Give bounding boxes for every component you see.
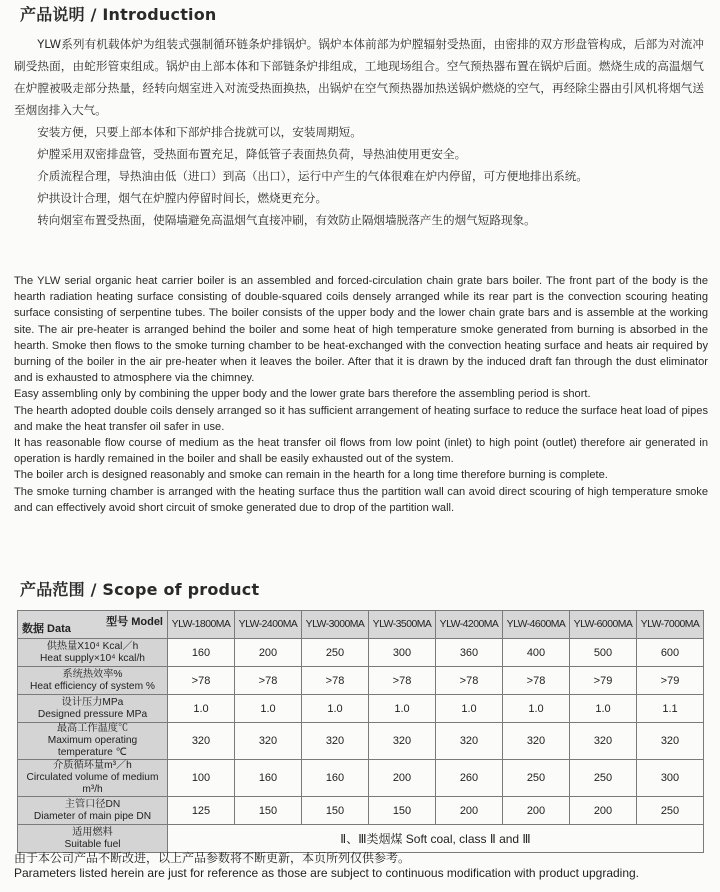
value-cell: 320 — [235, 723, 302, 760]
value-cell: 250 — [503, 760, 570, 797]
table-row — [18, 639, 704, 667]
table-row — [18, 695, 704, 723]
cn-paragraph: 安装方便，只要上部本体和下部炉排合拢就可以，安装周期短。 — [37, 125, 362, 139]
table-row — [18, 723, 704, 760]
table-row — [18, 667, 704, 695]
value-cell: 320 — [369, 723, 436, 760]
value-cell: 100 — [168, 760, 235, 797]
header-corner-cell — [18, 611, 168, 639]
value-cell: >78 — [302, 667, 369, 695]
fuel-label: 适用燃料 Suitable fuel — [18, 825, 168, 853]
english-introduction — [14, 273, 708, 516]
value-cell: 1.0 — [436, 695, 503, 723]
cn-paragraph: 转向烟室布置受热面，使隔墙避免高温烟气直接冲刷，有效防止隔烟墙脱落产生的烟气短路现象。 — [37, 213, 536, 227]
en-paragraph: The YLW serial organic heat carrier boiler is an assembled and forced-circulation chain grate bars boiler. The front part of the body is the hearth radiation heating surface consisting of double-squared coils densely arranged while its rear part is the convection scouring heating surface consisting of serpentine tubes. The boiler consists of the upper body and the lower chain grate bars and is assemble at the working site. The air pre-heater is arranged behind the boiler and some heat of high temperature smoke generated from burning is absorbed in the hearth. Smoke then flows to the smoke turning chamber to be heat-exchanged with the convection heating surface and heats air required by burning of the boiler in the air pre-heater when it leaves the boiler. After that it is drawn by the induced draft fan through the dust eliminator and is exhausted to atmosphere via the chimney. — [14, 275, 708, 385]
value-cell: 150 — [235, 797, 302, 825]
header-row — [18, 611, 704, 639]
model-cell: YLW-4200MA — [436, 611, 503, 639]
value-cell: 200 — [369, 760, 436, 797]
model-cell: YLW-3000MA — [302, 611, 369, 639]
value-cell: 320 — [302, 723, 369, 760]
scope-table — [17, 610, 704, 853]
value-cell: 250 — [570, 760, 637, 797]
value-cell: 320 — [637, 723, 704, 760]
row-label: 系统热效率% Heat efficiency of system % — [18, 667, 168, 695]
model-cell: YLW-6000MA — [570, 611, 637, 639]
value-cell: >78 — [436, 667, 503, 695]
value-cell: 360 — [436, 639, 503, 667]
data-header: 数据 Data — [22, 623, 71, 635]
value-cell: 200 — [503, 797, 570, 825]
value-cell: 200 — [235, 639, 302, 667]
value-cell: >78 — [168, 667, 235, 695]
value-cell: >79 — [637, 667, 704, 695]
value-cell: 200 — [570, 797, 637, 825]
value-cell: 300 — [369, 639, 436, 667]
value-cell: 1.0 — [168, 695, 235, 723]
value-cell: 160 — [235, 760, 302, 797]
model-cell: YLW-1800MA — [168, 611, 235, 639]
table-row — [18, 797, 704, 825]
cn-paragraph: YLW系列有机载体炉为组装式强制循环链条炉排锅炉。锅炉本体前部为炉膛辐射受热面，由密排的双方形盘管构成，后部为对流冲刷受热面，由蛇形管束组成。锅炉由上部本体和下部链条炉排组成，工地现场组合。空气预热器布置在锅炉后面。燃烧生成的高温烟气在炉膛被吸走部分热量，经转向烟室进入对流受热面换热，出锅炉在空气预热器加热送锅炉燃烧的空气，再经除尘器由引风机将烟气送至烟囱排入大气。 — [14, 37, 704, 117]
footnote-cn: 由于本公司产品不断改进，以上产品参数将不断更新，本页所列仅供参考。 — [14, 851, 411, 865]
value-cell: 150 — [302, 797, 369, 825]
scope-title: 产品范围 / Scope of product — [20, 580, 260, 599]
value-cell: 1.0 — [235, 695, 302, 723]
value-cell: 320 — [168, 723, 235, 760]
introduction-title: 产品说明 / Introduction — [20, 5, 217, 24]
value-cell: 250 — [302, 639, 369, 667]
value-cell: 600 — [637, 639, 704, 667]
value-cell: >79 — [570, 667, 637, 695]
row-label: 主管口径DN Diameter of main pipe DN — [18, 797, 168, 825]
value-cell: 1.0 — [302, 695, 369, 723]
value-cell: 125 — [168, 797, 235, 825]
value-cell: 500 — [570, 639, 637, 667]
value-cell: 320 — [436, 723, 503, 760]
en-paragraph: The hearth adopted double coils densely arranged so it has sufficient arrangement of heating surface to reduce the surface heat load of pipes and make the heat transfer oil safer in use. — [14, 404, 708, 433]
en-paragraph: Easy assembling only by combining the upper body and the lower grate bars therefore the assembling period is short. — [14, 388, 591, 401]
en-paragraph: The boiler arch is designed reasonably and smoke can remain in the hearth for a long time therefore burning is complete. — [14, 469, 608, 482]
cn-paragraph: 介质流程合理，导热油由低（进口）到高（出口），运行中产生的气体很难在炉内停留，可方便地排出系统。 — [37, 169, 588, 183]
chinese-introduction — [14, 33, 704, 231]
model-cell: YLW-3500MA — [369, 611, 436, 639]
footnote-en: Parameters listed herein are just for reference as those are subject to continuous modification with product upgrading. — [14, 866, 640, 880]
value-cell: 1.1 — [637, 695, 704, 723]
value-cell: 250 — [637, 797, 704, 825]
model-cell: YLW-4600MA — [503, 611, 570, 639]
en-paragraph: The smoke turning chamber is arranged with the heating surface thus the partition wall can avoid direct scouring of high temperature smoke and can effectively avoid short circuit of smoke generated due to drop of the partition wall. — [14, 485, 708, 514]
value-cell: 160 — [302, 760, 369, 797]
value-cell: >78 — [503, 667, 570, 695]
model-cell: YLW-7000MA — [637, 611, 704, 639]
row-label: 最高工作温度℃ Maximum operating temperature ℃ — [18, 723, 168, 760]
value-cell: 1.0 — [570, 695, 637, 723]
row-label: 介质循环量m³／h Circulated volume of medium m³/h — [18, 760, 168, 797]
fuel-value: Ⅱ、Ⅲ类烟煤 Soft coal, class Ⅱ and Ⅲ — [168, 825, 704, 853]
row-label: 供热量X10⁴ Kcal／h Heat supply×10⁴ kcal/h — [18, 639, 168, 667]
value-cell: 160 — [168, 639, 235, 667]
value-cell: 320 — [570, 723, 637, 760]
value-cell: 150 — [369, 797, 436, 825]
value-cell: 1.0 — [369, 695, 436, 723]
value-cell: 1.0 — [503, 695, 570, 723]
value-cell: >78 — [235, 667, 302, 695]
value-cell: 260 — [436, 760, 503, 797]
en-paragraph: It has reasonable flow course of medium as the heat transfer oil flows from low point (inlet) to high point (outlet) therefore air generated in operation is hardly remained in the boiler and shall be easily exhausted out of the system. — [14, 437, 708, 466]
value-cell: 400 — [503, 639, 570, 667]
cn-paragraph: 炉拱设计合理，烟气在炉膛内停留时间长，燃烧更充分。 — [37, 191, 328, 205]
value-cell: 320 — [503, 723, 570, 760]
table-row — [18, 760, 704, 797]
model-cell: YLW-2400MA — [235, 611, 302, 639]
cn-paragraph: 炉膛采用双密排盘管，受热面布置充足，降低管子表面热负荷，导热油使用更安全。 — [37, 147, 467, 161]
model-header: 型号 Model — [106, 616, 163, 628]
value-cell: 300 — [637, 760, 704, 797]
row-label: 设计压力MPa Designed pressure MPa — [18, 695, 168, 723]
value-cell: 200 — [436, 797, 503, 825]
value-cell: >78 — [369, 667, 436, 695]
